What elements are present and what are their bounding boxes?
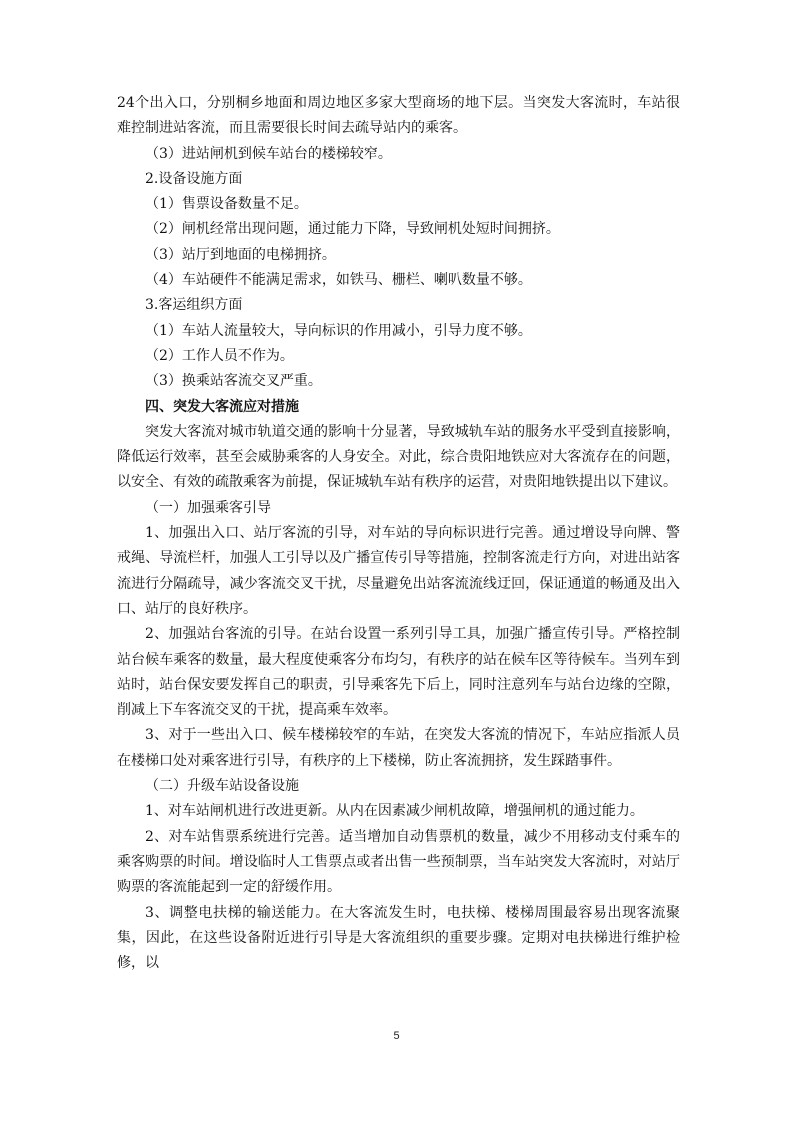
- list-item: （1）车站人流量较大，导向标识的作用减小，引导力度不够。: [145, 322, 532, 339]
- paragraph: 1、加强出入口、站厅客流的引导，对车站的导向标识进行完善。通过增设导向牌、警戒绳、导流栏杆，加强人工引导以及广播宣传引导等措施，控制客流走行方向，对进出站客流进行分隔疏导，减少客流交叉干扰，尽量避免出站客流流线迂回，保证通道的畅通及出入口、站厅的良好秩序。: [117, 525, 680, 617]
- paragraph: 2、加强站台客流的引导。在站台设置一系列引导工具，加强广播宣传引导。严格控制站台候车乘客的数量，最大程度使乘客分布均匀，有秩序的站在候车区等待候车。当列车到站时，站台保安要发挥自己的职责，引导乘客先下后上，同时注意列车与站台边缘的空隙，削减上下车客流交叉的干扰，提高乘车效率。: [117, 626, 680, 719]
- subsection-heading: （一）加强乘客引导: [145, 499, 271, 516]
- list-item: （1）售票设备数量不足。: [145, 196, 308, 213]
- paragraph: 3、调整电扶梯的输送能力。在大客流发生时，电扶梯、楼梯周围最容易出现客流聚集，因此，在这些设备附近进行引导是大客流组织的重要步骤。定期对电扶梯进行维护检修，以: [117, 904, 680, 972]
- page-number: 5: [393, 1030, 400, 1042]
- document-body: [117, 91, 680, 976]
- list-item: （4）车站硬件不能满足需求，如铁马、栅栏、喇叭数量不够。: [145, 272, 532, 289]
- subsection-heading: （二）升级车站设备设施: [145, 778, 299, 795]
- subsection-heading: 2.设备设施方面: [145, 170, 243, 187]
- paragraph: 24个出入口，分别桐乡地面和周边地区多家大型商场的地下层。当突发大客流时，车站很难控制进站客流，而且需要很长时间去疏导站内的乘客。: [117, 95, 680, 137]
- list-item: （2）工作人员不作为。: [145, 347, 294, 364]
- list-item: （3）换乘站客流交叉严重。: [145, 373, 322, 390]
- list-item: （2）闸机经常出现问题，通过能力下降，导致闸机处短时间拥挤。: [145, 221, 560, 238]
- list-item: （3）进站闸机到候车站台的楼梯较窄。: [145, 145, 392, 162]
- paragraph: 突发大客流对城市轨道交通的影响十分显著，导致城轨车站的服务水平受到直接影响，降低运行效率，甚至会威胁乘客的人身安全。对此，综合贵阳地铁应对大客流存在的问题，以安全、有效的疏散乘客为前提，保证城轨车站有秩序的运营，对贵阳地铁提出以下建议。: [117, 423, 680, 491]
- list-item: （3）站厅到地面的电梯拥挤。: [145, 246, 336, 263]
- paragraph: 2、对车站售票系统进行完善。适当增加自动售票机的数量，减少不用移动支付乘车的乘客购票的时间。增设临时人工售票点或者出售一些预制票，当车站突发大客流时，对站厅购票的客流能起到一定的舒缓作用。: [117, 828, 680, 896]
- paragraph: 3、对于一些出入口、候车楼梯较窄的车站，在突发大客流的情况下，车站应指派人员在楼梯口处对乘客进行引导，有秩序的上下楼梯，防止客流拥挤，发生踩踏事件。: [117, 727, 680, 769]
- section-heading: 四、突发大客流应对措施: [145, 398, 299, 415]
- subsection-heading: 3.客运组织方面: [145, 297, 243, 314]
- paragraph: 1、对车站闸机进行改进更新。从内在因素减少闸机故障，增强闸机的通过能力。: [145, 803, 644, 820]
